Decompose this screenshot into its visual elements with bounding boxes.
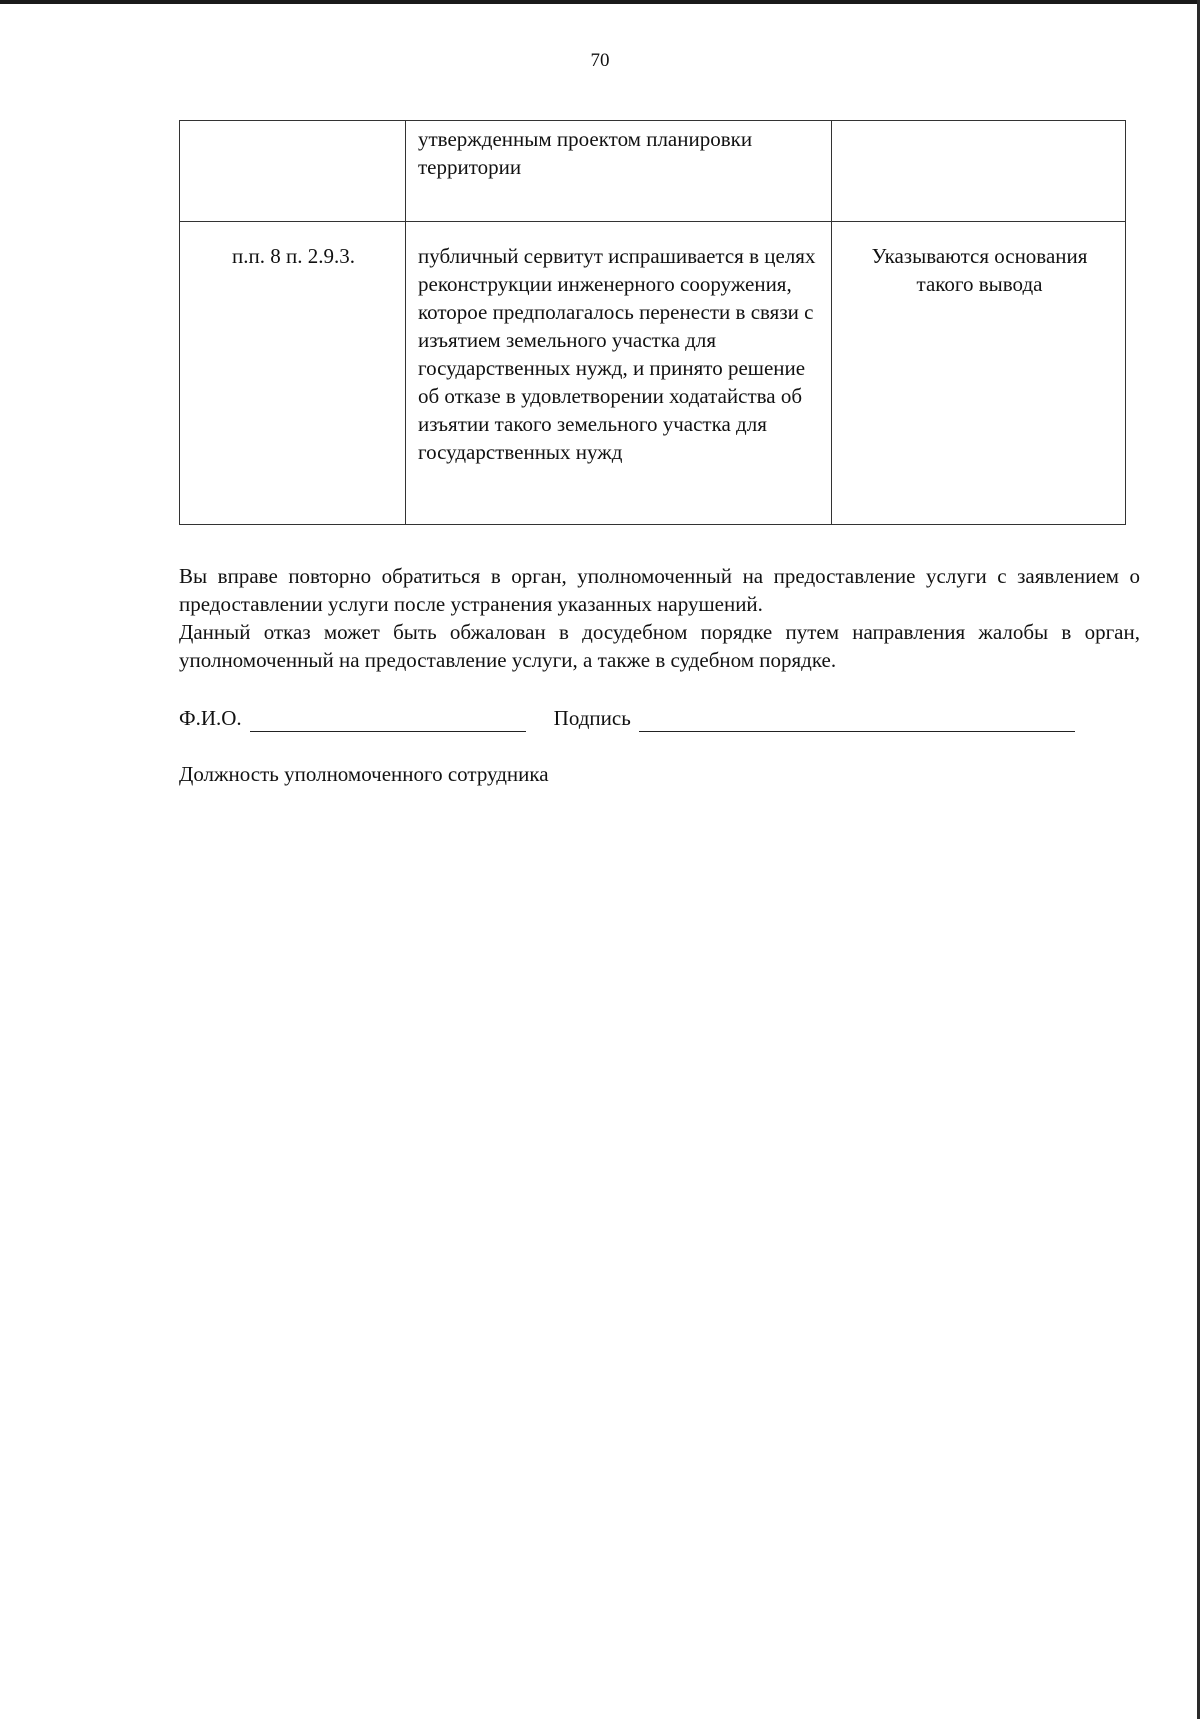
table-cell-explanation: Указываются основания такого вывода [832, 222, 1126, 525]
appeal-notice: Данный отказ может быть обжалован в досудебном порядке путем направления жалобы в орган, уполномоченный на предоставление услуги, а также в судебном порядке. [179, 620, 1140, 672]
table-cell-reference: п.п. 8 п. 2.9.3. [180, 222, 406, 525]
table-cell-ground: утвержденным проектом планировки территории [406, 121, 832, 222]
table-cell-explanation [832, 121, 1126, 222]
scan-border-top [0, 0, 1200, 4]
reapply-notice: Вы вправе повторно обратиться в орган, уполномоченный на предоставление услуги с заявлением о предоставлении услуги после устранения указанных нарушений. [179, 564, 1140, 616]
page-number: 70 [590, 50, 610, 71]
signature-field-line [639, 709, 1075, 732]
signature-label: Подпись [553, 706, 631, 730]
officer-position-label: Должность уполномоченного сотрудника [179, 762, 549, 786]
fio-label: Ф.И.О. [179, 706, 242, 730]
table-row [180, 222, 1126, 525]
table-cell-reference [180, 121, 406, 222]
refusal-grounds-table [179, 120, 1126, 525]
signature-row [179, 704, 1140, 732]
fio-field-line [250, 709, 526, 732]
table-cell-ground: публичный сервитут испрашивается в целях реконструкции инженерного сооружения, которое предполагалось перенести в связи с изъятием земельного участка для государственных нужд, и принято решение об отказе в удовлетворении ходатайства об изъятии такого земельного участка для государственных нужд [406, 222, 832, 525]
table-row [180, 121, 1126, 222]
